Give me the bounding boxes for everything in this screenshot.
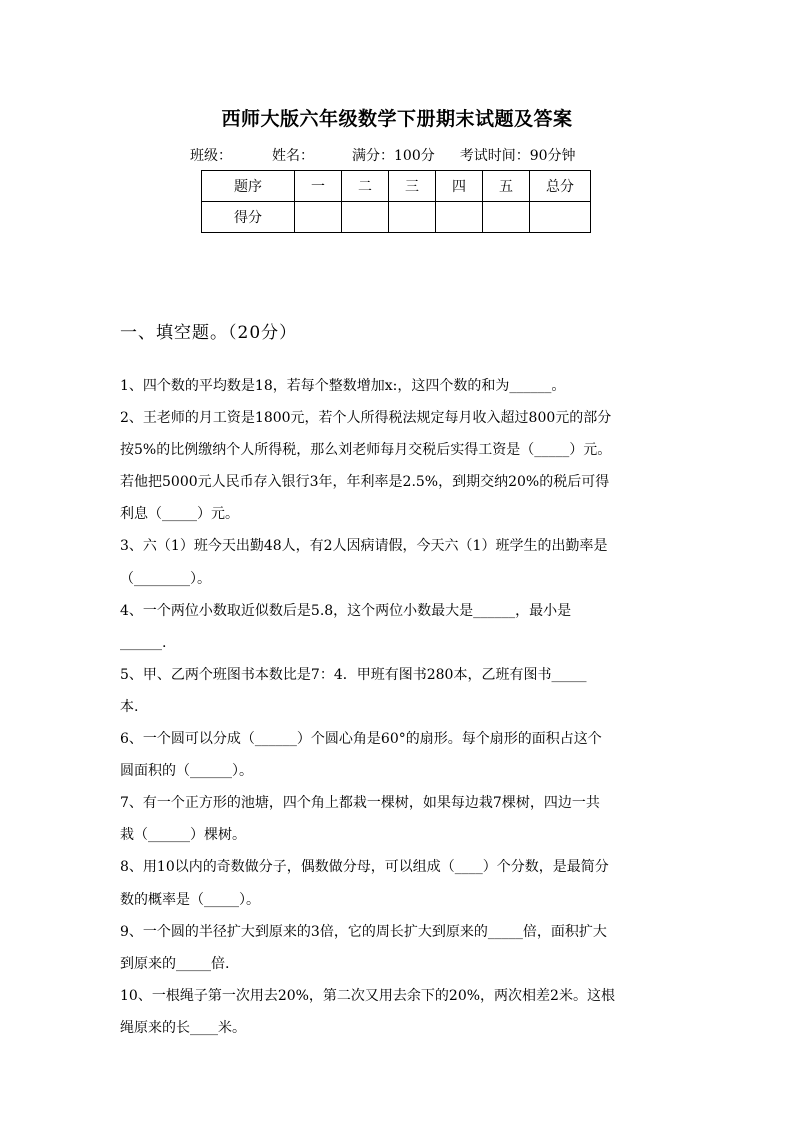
question-list (120, 370, 680, 1044)
question-line: 10、一根绳子第一次用去20%，第二次又用去余下的20%，两次相差2米。这根 (120, 987, 615, 1004)
header-cell-4: 四 (436, 171, 483, 202)
question-line: 利息（_____）元。 (120, 506, 239, 523)
score-cell-2[interactable] (342, 202, 389, 233)
header-cell-1: 一 (295, 171, 342, 202)
question-line: 1、四个数的平均数是18，若每个整数增加x:，这四个数的和为______。 (120, 378, 566, 394)
exam-time-label: 考试时间：90分钟 (459, 148, 576, 164)
section-title-fill-in: 一、填空题。（20分） (120, 323, 298, 343)
header-cell-question-no: 题序 (202, 171, 295, 202)
question-line: 若他把5000元人民币存入银行3年，年利率是2.5%，到期交纳20%的税后可得 (120, 474, 610, 491)
question-line: 9、一个圆的半径扩大到原来的3倍，它的周长扩大到原来的_____倍，面积扩大 (120, 923, 607, 940)
header-cell-5: 五 (483, 171, 530, 202)
header-cell-3: 三 (389, 171, 436, 202)
question-line: （________）。 (120, 570, 211, 587)
question-line: 本. (120, 698, 139, 715)
question-line: 栽（______）棵树。 (120, 827, 246, 844)
score-table-score-row (202, 202, 591, 233)
question-line: 按5%的比例缴纳个人所得税，那么刘老师每月交税后实得工资是（_____）元。 (120, 442, 612, 459)
exam-info-line (190, 145, 576, 165)
question-line: 7、有一个正方形的池塘，四个角上都栽一棵树，如果每边栽7棵树，四边一共 (120, 795, 600, 812)
score-table-header-row (202, 171, 591, 202)
score-table (201, 170, 591, 233)
question-line: 到原来的_____倍. (120, 955, 230, 972)
question-line: 8、用10以内的奇数做分子，偶数做分母，可以组成（____）个分数，是最简分 (120, 859, 609, 876)
full-score-label: 满分：100分 (352, 148, 435, 164)
score-cell-5[interactable] (483, 202, 530, 233)
question-line: 数的概率是（_____）。 (120, 891, 260, 908)
question-line: 5、甲、乙两个班图书本数比是7：4．甲班有图书280本，乙班有图书_____ (120, 666, 587, 683)
score-row-label: 得分 (202, 202, 295, 233)
question-line: 2、王老师的月工资是1800元，若个人所得税法规定每月收入超过800元的部分 (120, 410, 612, 427)
question-line: 3、六（1）班今天出勤48人，有2人因病请假，今天六（1）班学生的出勤率是 (120, 538, 608, 555)
score-cell-3[interactable] (389, 202, 436, 233)
page-title: 西师大版六年级数学下册期末试题及答案 (221, 108, 573, 130)
question-line: 6、一个圆可以分成（______）个圆心角是60°的扇形。每个扇形的面积占这个 (120, 731, 602, 748)
header-cell-2: 二 (342, 171, 389, 202)
question-line: 4、一个两位小数取近似数后是5.8，这个两位小数最大是______，最小是 (120, 602, 572, 619)
class-label: 班级： (190, 148, 232, 164)
question-line: ______. (120, 634, 167, 651)
score-cell-4[interactable] (436, 202, 483, 233)
name-label: 姓名： (272, 148, 314, 164)
score-cell-1[interactable] (295, 202, 342, 233)
question-line: 圆面积的（______）。 (120, 763, 253, 780)
question-line: 绳原来的长____米。 (120, 1019, 246, 1036)
header-cell-total: 总分 (530, 171, 591, 202)
score-cell-total[interactable] (530, 202, 591, 233)
